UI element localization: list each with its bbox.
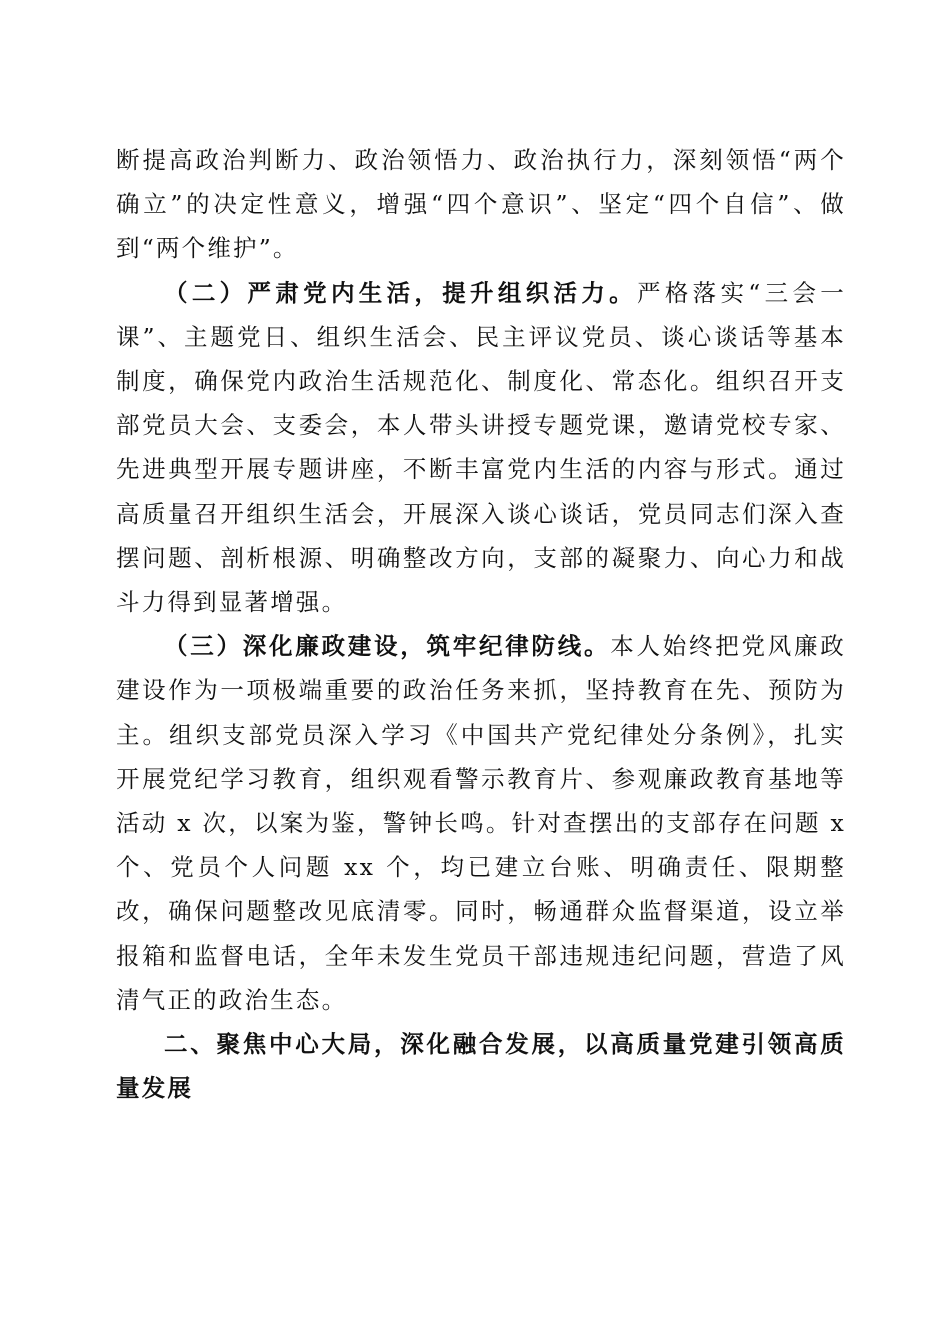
section-heading: 二、聚焦中心大局，深化融合发展，以高质量党建引领高质量发展 — [116, 1030, 846, 1103]
paragraph-organizational-life — [116, 271, 846, 625]
document-page — [116, 138, 846, 1110]
paragraph-body: 本人始终把党风廉政建设作为一项极端重要的政治任务来抓，坚持教育在先、预防为主。组织支部党员深入学习《中国共产党纪律处分条例》，扎实开展党纪学习教育，组织观看警示教育片、参观廉政教育基地等活动 x 次，以案为鉴，警钟长鸣。针对查摆出的支部存在问题 x 个、党员个人问题 xx 个，均已建立台账、明确责任、限期整改，确保问题整改见底清零。同时，畅通群众监督渠道，设立举报箱和监督电话，全年未发生党员干部违规违纪问题，营造了风清气正的政治生态。 — [116, 632, 846, 1014]
paragraph-body: 严格落实“三会一课”、主题党日、组织生活会、民主评议党员、谈心谈话等基本制度，确保党内政治生活规范化、制度化、常态化。组织召开支部党员大会、支委会，本人带头讲授专题党课，邀请党校专家、先进典型开展专题讲座，不断丰富党内生活的内容与形式。通过高质量召开组织生活会，开展深入谈心谈话，党员同志们深入查摆问题、剖析根源、明确整改方向，支部的凝聚力、向心力和战斗力得到显著增强。 — [116, 278, 846, 617]
paragraph-lead: （三）深化廉政建设，筑牢纪律防线。 — [164, 632, 611, 661]
paragraph-lead: （二）严肃党内生活，提升组织活力。 — [164, 278, 638, 307]
paragraph-body: 断提高政治判断力、政治领悟力、政治执行力，深刻领悟“两个确立”的决定性意义，增强“四个意识”、坚定“四个自信”、做到“两个维护”。 — [116, 146, 846, 263]
paragraph-integrity-building — [116, 624, 846, 1022]
paragraph-continued — [116, 138, 846, 271]
